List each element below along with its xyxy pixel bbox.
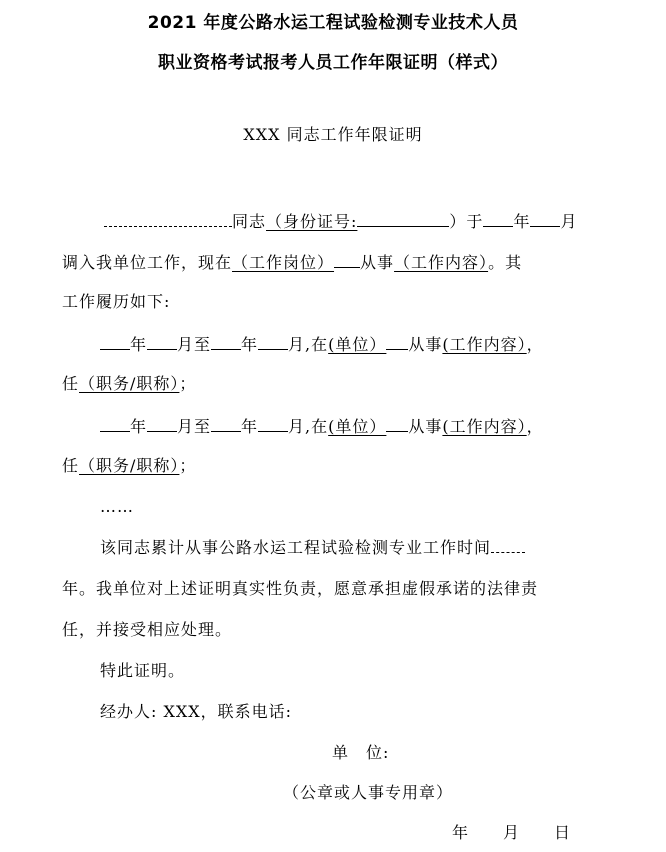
h2-year-text: 年: [130, 417, 148, 436]
summary-line3: 任，并接受相应处理。: [62, 620, 233, 639]
h1-month-at-text: 月,在: [288, 335, 329, 354]
seal-label: （公章或人事专用章）: [283, 783, 454, 802]
history-entry-2-position: [62, 454, 196, 478]
h1-semicolon: ；: [179, 374, 197, 393]
h1-ren-text: 任: [62, 374, 80, 393]
h1-year2-blank: [211, 331, 241, 350]
para1-line: [104, 208, 577, 232]
handler-line: 经办人: XXX，联系电话:: [100, 702, 293, 721]
month-blank: [530, 208, 560, 227]
tongzhi-text: 同志: [232, 212, 267, 231]
year-text: 年: [513, 212, 531, 231]
history-entry-1: [100, 331, 544, 355]
para2-text1: 调入我单位工作，现在: [62, 253, 233, 272]
para3-line: 工作履历如下:: [62, 292, 171, 311]
post-blank: [334, 249, 360, 268]
h2-engaged-text: 从事: [408, 417, 443, 436]
month-text: 月: [560, 212, 578, 231]
para2-text3: 。其: [488, 253, 523, 272]
h2-comma: ，: [526, 417, 544, 436]
year-blank: [483, 208, 513, 227]
h2-ren-text: 任: [62, 456, 80, 475]
para2-text2: 从事: [360, 253, 395, 272]
h1-month-to-text: 月至: [177, 335, 212, 354]
certify-text: 特此证明。: [100, 661, 186, 680]
h2-unit-field: (单位）: [328, 417, 387, 436]
h2-month2-blank: [258, 413, 288, 432]
total-years-blank: [491, 538, 525, 553]
name-blank: [104, 212, 232, 227]
h1-month-blank: [147, 331, 177, 350]
h2-semicolon: ；: [179, 456, 197, 475]
id-number-blank: [357, 208, 449, 227]
document-title-line1: 2021 年度公路水运工程试验检测专业技术人员: [147, 13, 519, 33]
h2-year-blank: [100, 413, 130, 432]
work-content-field: （工作内容）: [394, 253, 489, 272]
h2-content-field: (工作内容）: [442, 417, 527, 436]
h2-month-blank: [147, 413, 177, 432]
summary-line1: [100, 536, 525, 560]
h1-content-field: (工作内容）: [442, 335, 527, 354]
h1-year-text: 年: [130, 335, 148, 354]
h2-year2-blank: [211, 413, 241, 432]
h1-year2-text: 年: [241, 335, 259, 354]
h2-position-field: （职务/职称）: [79, 456, 180, 475]
h1-unit-field: (单位）: [328, 335, 387, 354]
history-entry-2: [100, 413, 544, 437]
h1-unit-blank: [386, 331, 408, 350]
h2-month-at-text: 月,在: [288, 417, 329, 436]
close-paren-text: ）于: [449, 212, 484, 231]
summary-line2: 年。我单位对上述证明真实性负责，愿意承担虚假承诺的法律责: [62, 579, 539, 598]
h2-unit-blank: [386, 413, 408, 432]
h1-year-blank: [100, 331, 130, 350]
h2-year2-text: 年: [241, 417, 259, 436]
work-post-field: （工作岗位）: [232, 253, 335, 272]
h2-month-to-text: 月至: [177, 417, 212, 436]
h1-position-field: （职务/职称）: [79, 374, 180, 393]
unit-label: 单 位:: [332, 743, 390, 762]
history-entry-1-position: [62, 372, 196, 396]
para2-line: [62, 249, 522, 273]
h1-month2-blank: [258, 331, 288, 350]
date-line: 年 月 日: [452, 823, 572, 842]
id-number-label: （身份证号:: [266, 212, 358, 231]
ellipsis: ……: [100, 497, 134, 516]
summary-text1: 该同志累计从事公路水运工程试验检测专业工作时间: [100, 538, 492, 557]
h1-comma: ，: [526, 335, 544, 354]
document-title-line2: 职业资格考试报考人员工作年限证明（样式）: [158, 53, 508, 73]
certificate-subtitle: XXX 同志工作年限证明: [243, 125, 423, 144]
h1-engaged-text: 从事: [408, 335, 443, 354]
